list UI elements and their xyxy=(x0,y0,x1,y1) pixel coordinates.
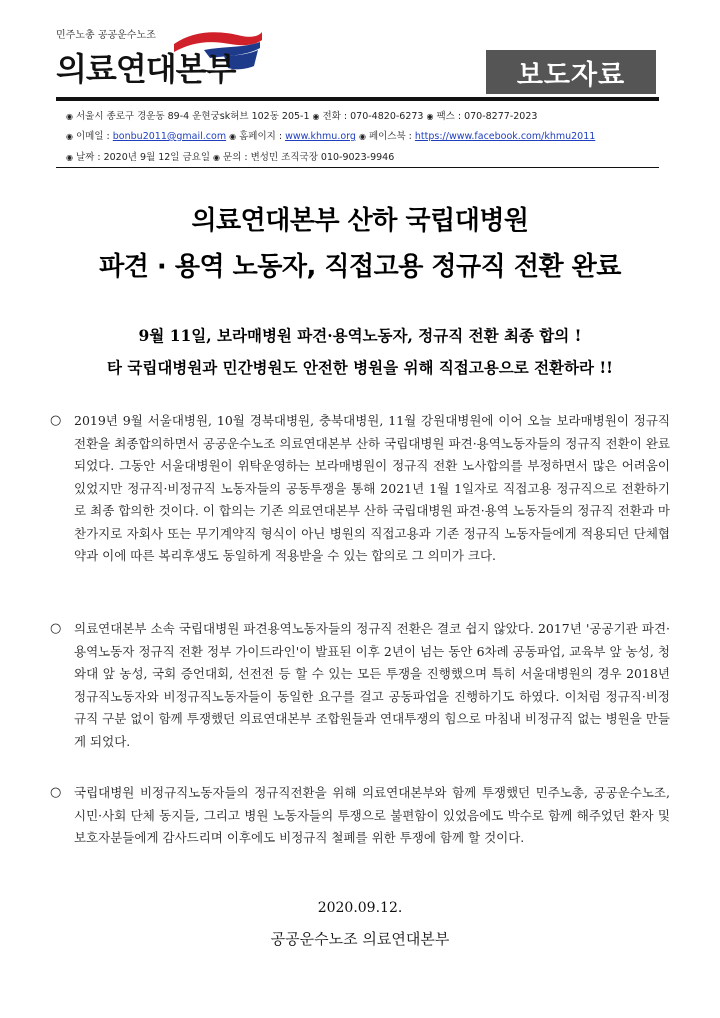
org-logo xyxy=(56,26,256,96)
subheadline-line-2: 타 국립대병원과 민간병원도 안전한 병원을 위해 직접고용으로 전환하라 !! xyxy=(107,358,613,377)
headline-line-2: 파견 · 용역 노동자, 직접고용 정규직 전환 완료 xyxy=(99,252,621,282)
contact-person: 문의 : 변성민 조직국장 010-9023-9946 xyxy=(223,152,395,163)
footer-signature: 공공운수노조 의료연대본부 xyxy=(270,930,450,948)
subheadline-line-1: 9월 11일, 보라매병원 파견·용역노동자, 정규직 전환 최종 합의 ! xyxy=(138,326,582,345)
release-date: 날짜 : 2020년 9월 12일 금요일 xyxy=(75,152,211,163)
homepage-link[interactable]: www.khmu.org xyxy=(285,131,356,142)
bullet-icon: ◉ xyxy=(358,132,366,141)
circle-bullet-icon: ○ xyxy=(50,621,62,636)
bullet-icon: ◉ xyxy=(426,112,434,121)
body-paragraph xyxy=(50,618,670,753)
email-link[interactable]: bonbu2011@gmail.com xyxy=(112,131,227,142)
facebook-link[interactable]: https://www.facebook.com/khmu2011 xyxy=(414,131,596,142)
bullet-icon: ◉ xyxy=(229,132,237,141)
contact-line-2 xyxy=(66,128,666,142)
circle-bullet-icon: ○ xyxy=(50,785,62,800)
header-divider-thin xyxy=(56,167,659,168)
bullet-icon: ◉ xyxy=(213,153,221,162)
address: 서울시 종로구 경운동 89-4 운현궁sk허브 102동 205-1 xyxy=(75,111,310,122)
body-paragraph xyxy=(50,410,670,568)
headline-line-1: 의료연대본부 산하 국립대병원 xyxy=(191,206,529,236)
bullet-icon: ◉ xyxy=(312,112,320,121)
header-divider-thick xyxy=(56,97,659,101)
bullet-icon: ◉ xyxy=(66,153,73,162)
bullet-icon: ◉ xyxy=(66,132,73,141)
email-label: 이메일 : xyxy=(75,131,110,142)
homepage-label: 홈페이지 : xyxy=(239,131,283,142)
body-paragraph xyxy=(50,782,670,850)
contact-line-1 xyxy=(66,108,666,122)
fax: 팩스 : 070-8277-2023 xyxy=(436,111,538,122)
footer-date: 2020.09.12. xyxy=(317,900,403,916)
paragraph-text: 2019년 9월 서울대병원, 10월 경북대병원, 충북대병원, 11월 강원대병원에 이어 오늘 보라매병원이 정규직 전환을 최종합의하면서 공공운수노조 의료연대본부 산하 국립대병원 파견·용역노동자들의 정규직 전환이 완료되었다. 그동안 서울대병원이 위탁운영하는 보라매병원이 정규직 전환 노사합의를 부정하면서 많은 어려움이 있었지만 정규직·비정규직 노동자들의 공동투쟁을 통해 2021년 1월 1일자로 직접고용 정규직으로 전환하기로 최종 합의한 것이다. 이 합의는 기존 의료연대본부 산하 국립대병원 파견·용역 노동자들의 정규직 전환과 마찬가지로 자회사 또는 무기계약직 형식이 아닌 병원의 직접고용과 기존 정규직 노동자들에게 적용되던 단체협약과 이에 따른 복리후생도 동일하게 적용받을 수 있는 합의로 그 의미가 크다. xyxy=(74,413,670,563)
bullet-icon: ◉ xyxy=(66,112,73,121)
phone: 전화 : 070-4820-6273 xyxy=(322,111,424,122)
org-name: 의료연대본부 xyxy=(56,50,236,88)
org-subtitle: 민주노총 공공운수노조 xyxy=(56,30,156,41)
paragraph-text: 국립대병원 비정규직노동자들의 정규직전환을 위해 의료연대본부와 함께 투쟁했던 민주노총, 공공운수노조, 시민·사회 단체 동지들, 그리고 병원 노동자들의 투쟁으로 불편함이 있었음에도 박수로 함께 해주었던 환자 및 보호자분들에게 감사드리며 이후에도 비정규직 철폐를 위한 투쟁에 함께 할 것이다. xyxy=(74,785,670,845)
contact-line-3 xyxy=(66,149,666,163)
facebook-label: 페이스북 : xyxy=(368,131,412,142)
circle-bullet-icon: ○ xyxy=(50,413,62,428)
press-release-badge: 보도자료 xyxy=(486,50,656,94)
paragraph-text: 의료연대본부 소속 국립대병원 파견용역노동자들의 정규직 전환은 결코 쉽지 않았다. 2017년 '공공기관 파견·용역노동자 정규직 전환 정부 가이드라인'이 발표된 이후 2년이 넘는 동안 6차례 공동파업, 교육부 앞 농성, 청와대 앞 농성, 국회 증언대회, 선전전 등 할 수 있는 모든 투쟁을 진행했으며 특히 서울대병원의 경우 2018년 정규직노동자와 비정규직노동자들이 동일한 요구를 걸고 공동파업을 진행하기도 하였다. 이처럼 정규직·비정규직 구분 없이 함께 투쟁했던 의료연대본부 조합원들과 연대투쟁의 힘으로 마침내 비정규직 없는 병원을 만들게 되었다. xyxy=(74,621,670,749)
